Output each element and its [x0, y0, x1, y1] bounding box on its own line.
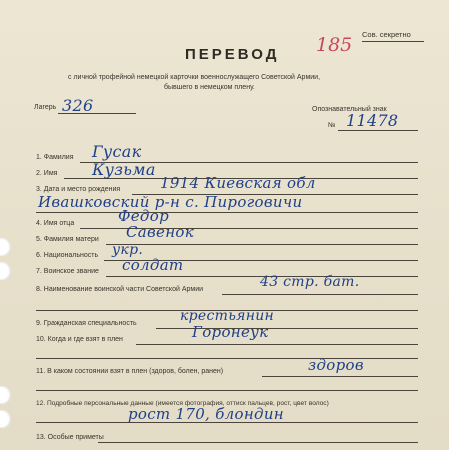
punch-hole: [0, 410, 11, 428]
field-value-unit: 43 стр. бат.: [260, 274, 360, 290]
field-label-birth: 3. Дата и место рождения: [36, 186, 121, 193]
secrecy-label: Сов. секретно: [362, 30, 411, 39]
field-label-civil: 9. Гражданская специальность: [36, 320, 137, 327]
field-label-surname: 1. Фамилия: [36, 154, 74, 161]
id-mark-label: Опознавательный знак: [312, 106, 387, 113]
field-value-name: Кузьма: [92, 160, 156, 179]
field-line: [262, 376, 418, 377]
camp-value: 326: [62, 96, 94, 115]
field-label-unit: 8. Наименование воинской части Советской Армии: [36, 286, 204, 293]
field-value-captured: Горонеук: [192, 323, 269, 341]
field-line: [222, 294, 418, 295]
field-value-rank: солдат: [122, 256, 184, 274]
field-label-name: 2. Имя: [36, 170, 58, 177]
field-value-birth-1: 1914 Киевская обл: [160, 174, 316, 192]
id-number-label: №: [328, 122, 336, 129]
field-label-nationality: 6. Национальность: [36, 252, 99, 259]
field-value-surname: Гусак: [92, 142, 142, 161]
punch-hole: [0, 238, 11, 256]
field-value-personal: рост 170, блондин: [128, 405, 284, 423]
page-title: ПЕРЕВОД: [185, 46, 280, 63]
id-mark-value: 11478: [346, 111, 399, 130]
field-label-captured: 10. Когда и где взят в плен: [36, 336, 123, 343]
field-label-marks: 13. Особые приметы: [36, 434, 104, 441]
field-label-father: 4. Имя отца: [36, 220, 75, 227]
field-label-condition: 11. В каком состоянии взят в плен (здоров, болен, ранен): [36, 368, 224, 375]
field-value-civil: крестьянин: [180, 308, 275, 324]
field-line: [36, 390, 418, 391]
field-line: [136, 344, 418, 345]
field-value-mother: Савенок: [126, 223, 194, 241]
field-line: [106, 244, 418, 245]
subtitle-line-2: бывшего в немецком плену.: [164, 84, 255, 91]
field-value-father: Федор: [118, 207, 169, 225]
page-number: 185: [316, 34, 353, 56]
punch-hole: [0, 386, 11, 404]
secrecy-underline: [362, 41, 424, 42]
punch-hole: [0, 262, 11, 280]
id-line: [338, 130, 418, 131]
field-line: [36, 212, 418, 213]
field-value-nationality: укр.: [112, 242, 144, 258]
camp-label: Лагерь: [34, 104, 57, 111]
subtitle-line-1: с личной трофейной немецкой карточки военнослужащего Советской Армии,: [68, 74, 321, 81]
field-label-rank: 7. Воинское звание: [36, 268, 99, 275]
field-label-personal: 12. Подробные персональные данные (имеется фотография, оттиск пальцев, рост, цвет волос): [36, 400, 329, 407]
field-label-mother: 5. Фамилия матери: [36, 236, 99, 243]
field-value-birth-2: Ивашковский р-н с. Пироговичи: [38, 193, 303, 211]
field-value-condition: здоров: [308, 356, 364, 374]
field-line: [98, 442, 418, 443]
